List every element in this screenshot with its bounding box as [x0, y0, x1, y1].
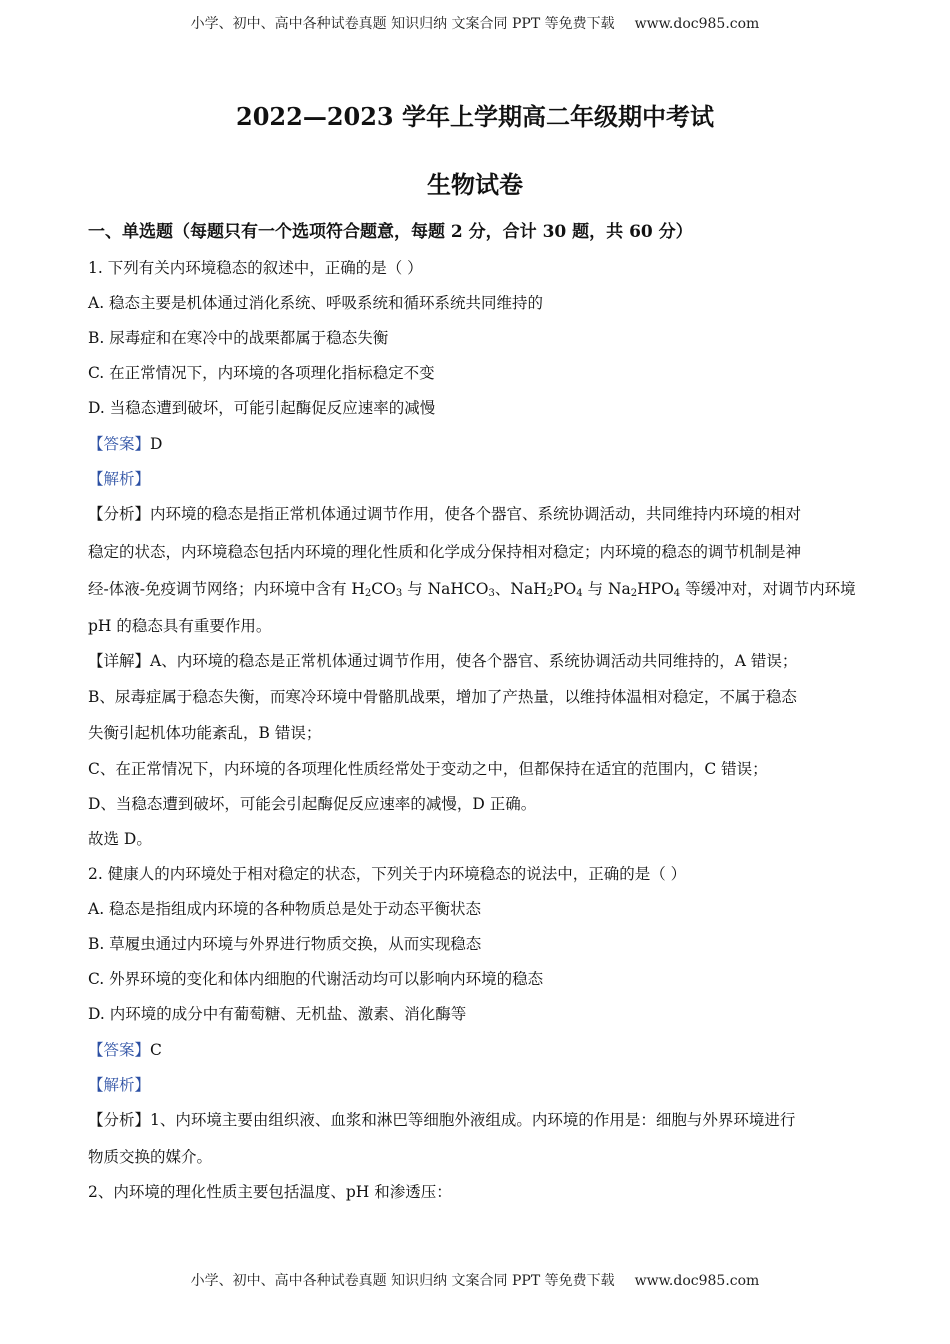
fenxi-text: CO	[371, 580, 396, 598]
xiangjie-tag: 【详解】	[88, 652, 151, 670]
subscript: 4	[673, 588, 681, 599]
q2-stem: 2. 健康人的内环境处于相对稳定的状态，下列关于内环境稳态的说法中，正确的是（ ）	[88, 865, 687, 883]
q1-fenxi-line-2: 稳定的状态，内环境稳态包括内环境的理化性质和化学成分保持相对稳定；内环境的稳态的调节机制是神	[88, 543, 802, 561]
q1-option-a: A. 稳态主要是机体通过消化系统、呼吸系统和循环系统共同维持的	[88, 294, 544, 312]
fenxi-text: 与 Na	[582, 580, 631, 598]
footer-url[interactable]: www.doc985.com	[634, 1273, 760, 1289]
answer-value: D	[150, 435, 163, 453]
q2-fenxi-line-3: 2、内环境的理化性质主要包括温度、pH 和渗透压：	[88, 1183, 452, 1201]
subscript: 4	[576, 588, 583, 599]
q2-option-c: C. 外界环境的变化和体内细胞的代谢活动均可以影响内环境的稳态	[88, 970, 544, 988]
q2-fenxi-line-2: 物质交换的媒介。	[88, 1148, 213, 1166]
q1-option-c: C. 在正常情况下，内环境的各项理化指标稳定不变	[88, 364, 435, 382]
q2-option-a: A. 稳态是指组成内环境的各种物质总是处于动态平衡状态	[88, 900, 482, 918]
q1-fenxi-line-3	[88, 577, 856, 599]
q1-xiangjie-line-4: C、在正常情况下，内环境的各项理化性质经常处于变动之中，但都保持在适宜的范围内，C 错误；	[88, 760, 768, 778]
exam-subtitle: 生物试卷	[427, 170, 523, 199]
q1-option-d: D. 当稳态遭到破坏，可能引起酶促反应速率的减慢	[88, 399, 436, 417]
header-text: 小学、初中、高中各种试卷真题 知识归纳 文案合同 PPT 等免费下载	[190, 16, 615, 32]
fenxi-text: 内环境的稳态是指正常机体通过调节作用，使各个器官、系统协调活动，共同维持内环境的相对	[150, 505, 802, 523]
q1-fenxi-line-1	[88, 502, 801, 524]
q2-answer	[88, 1038, 162, 1060]
subscript: 3	[395, 588, 403, 599]
footer-text: 小学、初中、高中各种试卷真题 知识归纳 文案合同 PPT 等免费下载	[190, 1273, 615, 1289]
q1-option-b: B. 尿毒症和在寒冷中的战栗都属于稳态失衡	[88, 329, 389, 347]
fenxi-text: HPO	[637, 580, 674, 598]
q1-stem: 1. 下列有关内环境稳态的叙述中，正确的是（ ）	[88, 259, 423, 277]
fenxi-text: PO	[553, 580, 577, 598]
answer-tag: 【答案】	[88, 435, 151, 453]
q2-option-b: B. 草履虫通过内环境与外界进行物质交换，从而实现稳态	[88, 935, 482, 953]
page-header	[0, 13, 950, 33]
q1-answer	[88, 432, 162, 454]
fenxi-text: 与 NaHCO	[402, 580, 489, 598]
q2-option-d: D. 内环境的成分中有葡萄糖、无机盐、激素、消化酶等	[88, 1005, 467, 1023]
subscript: 2	[546, 588, 554, 599]
q1-xiangjie-line-5: D、当稳态遭到破坏，可能会引起酶促反应速率的减慢，D 正确。	[88, 795, 537, 813]
q1-fenxi-line-4: pH 的稳态具有重要作用。	[88, 617, 272, 635]
q1-conclusion: 故选 D。	[88, 830, 152, 848]
fenxi-text: 1、内环境主要由组织液、血浆和淋巴等细胞外液组成。内环境的作用是：细胞与外界环境进行	[150, 1111, 796, 1129]
fenxi-text: 、NaH	[494, 580, 547, 598]
subscript: 2	[364, 588, 372, 599]
page-footer	[0, 1270, 950, 1290]
section-heading: 一、单选题（每题只有一个选项符合题意，每题 2 分，合计 30 题，共 60 分）	[88, 222, 693, 242]
fenxi-text: 等缓冲对，对调节内环境	[680, 580, 856, 598]
q2-jiexi-tag: 【解析】	[88, 1076, 151, 1094]
answer-tag: 【答案】	[88, 1041, 151, 1059]
subscript: 2	[630, 588, 638, 599]
answer-value: C	[150, 1041, 162, 1059]
q1-xiangjie-line-2: B、尿毒症属于稳态失衡，而寒冷环境中骨骼肌战栗，增加了产热量，以维持体温相对稳定，不属于稳态	[88, 688, 797, 706]
subscript: 3	[488, 588, 495, 599]
xiangjie-text: A、内环境的稳态是正常机体通过调节作用，使各个器官、系统协调活动共同维持的，A 错误；	[150, 652, 798, 670]
q1-xiangjie-line-1	[88, 649, 797, 671]
header-url[interactable]: www.doc985.com	[634, 16, 760, 32]
fenxi-tag: 【分析】	[88, 1111, 151, 1129]
fenxi-tag: 【分析】	[88, 505, 151, 523]
fenxi-text: 经-体液-免疫调节网络；内环境中含有 H	[88, 580, 365, 598]
q1-jiexi-tag: 【解析】	[88, 470, 151, 488]
q2-fenxi-line-1	[88, 1108, 795, 1130]
exam-title: 2022—2023 学年上学期高二年级期中考试	[236, 102, 714, 131]
q1-xiangjie-line-3: 失衡引起机体功能紊乱，B 错误；	[88, 724, 322, 742]
